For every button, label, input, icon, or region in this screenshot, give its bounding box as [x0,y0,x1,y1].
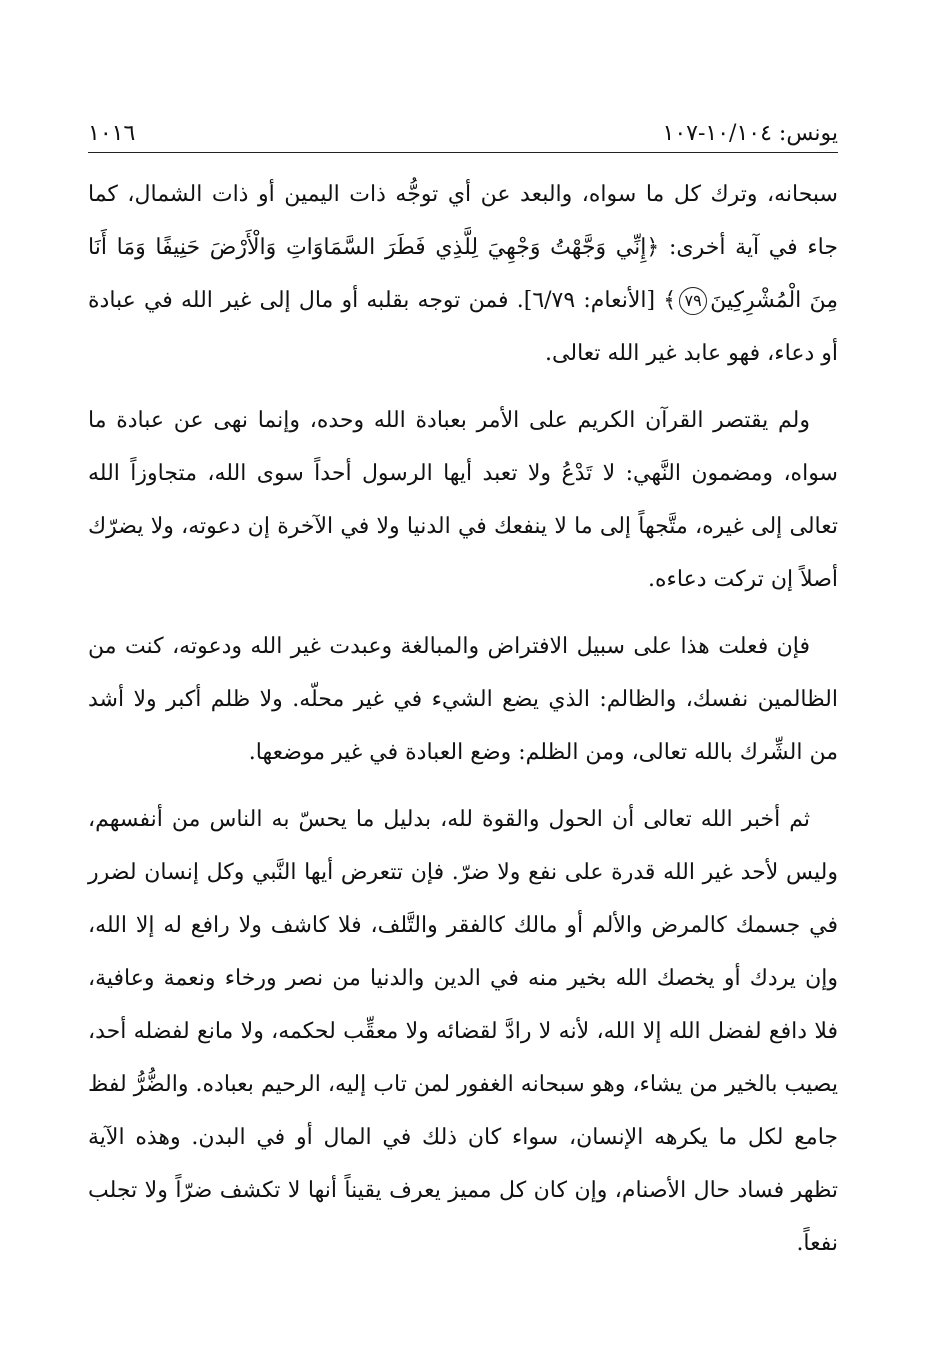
paragraph-2: ولم يقتصر القرآن الكريم على الأمر بعبادة الله وحده، وإنما نهى عن عبادة ما سواه، ومضمون النَّهي: لا تَدْعُ ولا تعبد أيها الرسول أحداً سوى الله، متجاوزاً الله تعالى إلى غيره، متَّجهاً إلى ما لا ينفعك في الدنيا ولا في الآخرة إن دعوته، ولا يضرّك أصلاً إن تركت دعاءه. [88,408,838,592]
page-number: ١٠١٦ [88,121,136,146]
ayah-number-marker: ٧٩ [679,287,707,315]
page-body [88,168,838,1284]
quran-close-bracket: ﴾ [663,288,677,313]
paragraph-1-lead: سبحانه، وترك كل ما سواه، والبعد عن أي توجُّه ذات اليمين أو ذات الشمال، كما جاء في آية أخرى: [88,182,838,260]
paragraph-4: ثم أخبر الله تعالى أن الحول والقوة لله، بدليل ما يحسّ به الناس من أنفسهم، وليس لأحد غير الله قدرة على نفع ولا ضرّ. فإن تتعرض أيها النَّبي وكل إنسان لضرر في جسمك كالمرض والألم أو مالك كالفقر والتَّلف، فلا كاشف ولا رافع له إلا الله، وإن يردك أو يخصك الله بخير منه في الدين والدنيا من نصر ورخاء ونعمة وعافية، فلا دافع لفضل الله إلا الله، لأنه لا رادَّ لقضائه ولا معقِّب لحكمه، ولا مانع لفضله أحد، يصيب بالخير من يشاء، وهو سبحانه الغفور لمن تاب إليه، الرحيم بعباده. والضُّرُّ لفظ جامع لكل ما يكرهه الإنسان، سواء كان ذلك في المال أو في البدن. وهذه الآية تظهر فساد حال الأصنام، وإن كان كل مميز يعرف يقيناً أنها لا تكشف ضرّاً ولا تجلب نفعاً. [88,807,838,1256]
header-divider [88,152,838,153]
quran-open-bracket: ﴿ [646,235,660,260]
quran-verse: إِنِّي وَجَّهْتُ وَجْهِيَ لِلَّذِي فَطَرَ السَّمَاوَاتِ وَالْأَرْضَ حَنِيفًا وَمَا أَنَا مِنَ الْمُشْرِكِينَ [88,235,839,313]
paragraph-1-tail: [الأنعام: ٦/٧٩]. فمن توجه بقلبه أو مال إلى غير الله في عبادة أو دعاء، فهو عابد غير الله تعالى. [88,288,838,366]
paragraph-3: فإن فعلت هذا على سبيل الافتراض والمبالغة وعبدت غير الله ودعوته، كنت من الظالمين نفسك، والظالم: الذي يضع الشيء في غير محلّه. ولا ظلم أكبر ولا أشد من الشِّرك بالله تعالى، ومن الظلم: وضع العبادة في غير موضعها. [88,634,838,765]
page-header [88,112,838,146]
surah-reference: يونس: ١٠/١٠٤-١٠٧ [662,121,838,146]
paragraph-1 [88,168,838,380]
